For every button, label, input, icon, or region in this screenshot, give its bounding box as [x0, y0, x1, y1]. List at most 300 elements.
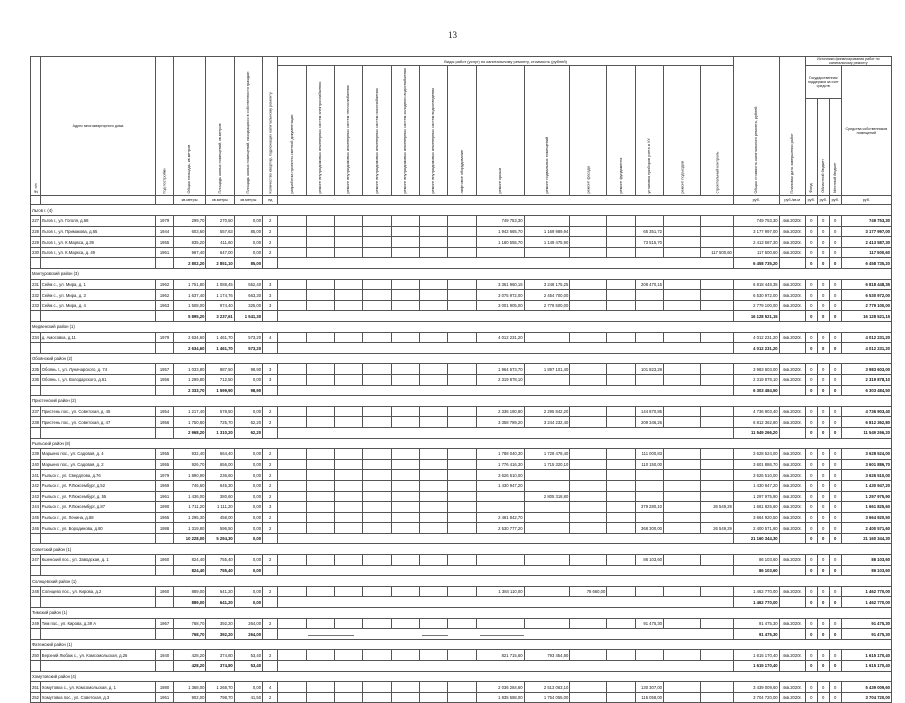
- row-number: 245: [31, 512, 41, 523]
- row-work-electric: [306, 480, 334, 491]
- row-work-roof: 4 012 231,20: [476, 332, 524, 343]
- row-work-facade: [570, 502, 607, 513]
- row-work-design: [278, 449, 306, 460]
- row-local: 0: [829, 512, 841, 523]
- row-apartments: 3: [263, 502, 278, 513]
- row-work-facade: [570, 279, 607, 290]
- total-area: 2 968,20: [173, 427, 206, 438]
- row-work-basement: [524, 523, 570, 534]
- row-work-gas: [363, 216, 391, 227]
- row-number: 230: [31, 247, 41, 258]
- row-work-elevator: [448, 417, 476, 428]
- row-apartments: 2: [263, 692, 278, 703]
- row-owners: 3 704 720,00: [841, 692, 891, 703]
- total-local: 0: [829, 629, 841, 640]
- row-work-elevator: [448, 406, 476, 417]
- total-private: 0,00: [234, 597, 262, 608]
- district-heading-row: [31, 608, 892, 619]
- row-work-coldwater: [391, 216, 419, 227]
- row-address: Обоянь г., ул. Луначарского, д. 74: [40, 364, 156, 375]
- row-regional: 0: [817, 491, 829, 502]
- total-regional: 0: [817, 427, 829, 438]
- row-fund: 0: [805, 650, 817, 661]
- row-work-meters: 368 300,00: [635, 523, 663, 534]
- row-owners: 6 818 448,35: [841, 279, 891, 290]
- row-work-entrances: [664, 226, 701, 237]
- row-work-roof: 1 942 665,70: [476, 226, 524, 237]
- row-apartments: 2: [263, 237, 278, 248]
- row-year: 1961: [156, 491, 173, 502]
- row-local: 0: [829, 364, 841, 375]
- row-work-elevator: [448, 332, 476, 343]
- row-owners: 4 736 903,40: [841, 406, 891, 417]
- total-local: 0: [829, 661, 841, 672]
- row-work-meters: [635, 512, 663, 523]
- row-work-basement: [524, 512, 570, 523]
- row-work-control: [701, 692, 734, 703]
- district-heading-row: [31, 671, 892, 682]
- district-total-row: [31, 311, 892, 322]
- row-year: 1957: [156, 364, 173, 375]
- row-work-gas: [363, 417, 391, 428]
- row-local: 0: [829, 470, 841, 481]
- row-work-entrances: [664, 216, 701, 227]
- row-year: 1954: [156, 406, 173, 417]
- row-number: 229: [31, 237, 41, 248]
- district-title: Мантуровский район (3): [31, 269, 892, 280]
- row-apartments: 3: [263, 374, 278, 385]
- table-row: [31, 692, 892, 703]
- row-work-electric: [306, 290, 334, 301]
- row-total-area: 1 299,80: [173, 374, 206, 385]
- row-work-control: [701, 449, 734, 460]
- row-work-drainage: [419, 406, 447, 417]
- col-address: Адрес многоквартирного дома: [40, 57, 156, 196]
- row-work-entrances: [664, 555, 701, 566]
- col-private-area: Площадь жилых помещений, находящихся в собственности граждан: [234, 57, 262, 196]
- row-number: 231: [31, 279, 41, 290]
- row-work-heating: [334, 682, 362, 693]
- row-regional: 0: [817, 332, 829, 343]
- col-work-facade: ремонт фасада: [570, 66, 607, 196]
- row-regional: 0: [817, 406, 829, 417]
- row-work-foundation: [607, 682, 635, 693]
- row-work-elevator: [448, 279, 476, 290]
- total-local: 0: [829, 385, 841, 396]
- total-works-blank: [278, 311, 734, 322]
- row-work-electric: [306, 512, 334, 523]
- total-cost: 91 475,30: [733, 629, 779, 640]
- total-private: 62,20: [234, 427, 262, 438]
- row-work-electric: [306, 586, 334, 597]
- district-heading-row: [31, 396, 892, 407]
- row-work-meters: [635, 650, 663, 661]
- row-work-meters: 208 470,15: [635, 279, 663, 290]
- col-year: Год постройки: [156, 57, 173, 196]
- row-work-entrances: [664, 502, 701, 513]
- total-blank: [156, 533, 173, 544]
- row-work-facade: [570, 247, 607, 258]
- row-work-coldwater: [391, 364, 419, 375]
- row-total-area: 1 890,90: [173, 470, 206, 481]
- row-fund: 0: [805, 237, 817, 248]
- row-work-elevator: [448, 216, 476, 227]
- total-area: 2 333,70: [173, 385, 206, 396]
- row-work-coldwater: [391, 449, 419, 460]
- total-private: 53,40: [234, 661, 262, 672]
- row-work-heating: [334, 332, 362, 343]
- row-regional: 0: [817, 417, 829, 428]
- row-work-coldwater: [391, 480, 419, 491]
- row-owners: 2 319 878,10: [841, 374, 891, 385]
- row-regional: 0: [817, 650, 829, 661]
- row-address: Рыльск г., ул. Р.Люксембург, д.87: [40, 502, 156, 513]
- row-address: Марьино пос., ул. Садовая, д. 2: [40, 459, 156, 470]
- total-local: 0: [829, 311, 841, 322]
- unit-rub: руб.: [829, 196, 841, 205]
- row-work-roof: [476, 491, 524, 502]
- col-work-electric: ремонт внутридомовых инженерных систем электроснабжения: [306, 66, 334, 196]
- row-number: 251: [31, 682, 41, 693]
- total-cost: 1 615 170,40: [733, 661, 779, 672]
- total-owners: 1 462 770,00: [841, 597, 891, 608]
- district-heading-row: [31, 322, 892, 333]
- row-work-foundation: [607, 618, 635, 629]
- row-work-meters: 144 870,85: [635, 406, 663, 417]
- total-private: 0,00: [234, 533, 262, 544]
- row-address: Льгов г., ул. К.Маркса, д.39: [40, 237, 156, 248]
- row-work-elevator: [448, 226, 476, 237]
- row-work-foundation: [607, 491, 635, 502]
- row-work-gas: [363, 300, 391, 311]
- district-heading-row: [31, 576, 892, 587]
- row-work-heating: [334, 226, 362, 237]
- table-row: [31, 523, 892, 534]
- row-work-entrances: [664, 417, 701, 428]
- table-row: [31, 364, 892, 375]
- row-number: 232: [31, 290, 41, 301]
- row-private-area: 62,20: [234, 417, 262, 428]
- row-work-control: [701, 216, 734, 227]
- row-private-area: 0,00: [234, 374, 262, 385]
- row-address: Обоянь г., ул. Володарского, д.61: [40, 374, 156, 385]
- row-address: д. Амосовка, д.11: [40, 332, 156, 343]
- row-work-roof: [476, 555, 524, 566]
- table-row: [31, 290, 892, 301]
- row-year: 1955: [156, 449, 173, 460]
- row-local: 0: [829, 374, 841, 385]
- row-regional: 0: [817, 226, 829, 237]
- row-work-elevator: [448, 364, 476, 375]
- row-owners: 6 812 362,80: [841, 417, 891, 428]
- total-local: 0: [829, 533, 841, 544]
- district-title: Хомутовский район (4): [31, 671, 892, 682]
- row-work-meters: [635, 290, 663, 301]
- row-work-foundation: [607, 406, 635, 417]
- row-work-facade: [570, 480, 607, 491]
- row-number: 239: [31, 449, 41, 460]
- row-end-date: 4кв.2020г.: [779, 480, 805, 491]
- row-work-elevator: [448, 692, 476, 703]
- row-total-cost: 1 297 975,90: [733, 491, 779, 502]
- row-end-date: 4кв.2020г.: [779, 237, 805, 248]
- total-blank: [779, 597, 805, 608]
- row-total-area: 926,70: [173, 459, 206, 470]
- total-blank: [779, 385, 805, 396]
- total-local: 0: [829, 597, 841, 608]
- row-work-roof: 3 001 905,00: [476, 300, 524, 311]
- row-living-area: 380,60: [206, 491, 234, 502]
- row-work-meters: [635, 470, 663, 481]
- row-work-elevator: [448, 618, 476, 629]
- row-owners: 4 012 231,20: [841, 332, 891, 343]
- row-private-area: 0,00: [234, 406, 262, 417]
- row-work-electric: [306, 237, 334, 248]
- row-work-control: [701, 470, 734, 481]
- row-work-facade: [570, 682, 607, 693]
- total-works-blank: [278, 258, 734, 269]
- row-living-area: 1 088,45: [206, 279, 234, 290]
- row-owners: 3 177 997,00: [841, 226, 891, 237]
- row-address: Сейм с., ул. Мира, д. 1: [40, 279, 156, 290]
- row-living-area: 1 461,70: [206, 332, 234, 343]
- col-work-meters: установка приборов учета и УУ: [635, 66, 663, 196]
- row-total-cost: 6 530 972,00: [733, 290, 779, 301]
- row-work-meters: [635, 247, 663, 258]
- total-fund: 0: [805, 565, 817, 576]
- total-blank: [31, 565, 41, 576]
- row-work-facade: [570, 459, 607, 470]
- table-row: [31, 586, 892, 597]
- row-total-cost: 3 601 886,70: [733, 459, 779, 470]
- total-blank: [779, 311, 805, 322]
- row-local: 0: [829, 406, 841, 417]
- row-work-heating: [334, 502, 362, 513]
- col-work-elevator: лифтовое оборудование: [448, 66, 476, 196]
- row-private-area: 0,00: [234, 586, 262, 597]
- row-work-basement: 1 169 989,94: [524, 226, 570, 237]
- row-work-facade: [570, 300, 607, 311]
- row-number: 234: [31, 332, 41, 343]
- row-total-area: 1 368,00: [173, 682, 206, 693]
- total-blank: [40, 597, 156, 608]
- row-apartments: 2: [263, 618, 278, 629]
- row-living-area: 887,50: [206, 364, 234, 375]
- unit-rub: руб.: [805, 196, 817, 205]
- total-area: 2 802,20: [173, 258, 206, 269]
- row-apartments: 2: [263, 470, 278, 481]
- row-work-elevator: [448, 449, 476, 460]
- row-number: 235: [31, 364, 41, 375]
- row-total-cost: 3 177 997,00: [733, 226, 779, 237]
- total-blank: [40, 258, 156, 269]
- total-owners: 86 103,60: [841, 565, 891, 576]
- total-living: 2 851,10: [206, 258, 234, 269]
- row-work-basement: 2 513 063,10: [524, 682, 570, 693]
- row-owners: 1 430 947,20: [841, 480, 891, 491]
- row-number: 250: [31, 650, 41, 661]
- total-private: 264,00: [234, 629, 262, 640]
- total-blank: [40, 533, 156, 544]
- row-total-area: 1 295,30: [173, 512, 206, 523]
- row-work-electric: [306, 555, 334, 566]
- total-private: 98,90: [234, 385, 262, 396]
- total-works-blank: [278, 427, 734, 438]
- row-apartments: 2: [263, 512, 278, 523]
- row-apartments: 2: [263, 417, 278, 428]
- row-local: 0: [829, 226, 841, 237]
- row-work-design: [278, 417, 306, 428]
- row-work-facade: [570, 374, 607, 385]
- row-private-area: 85,00: [234, 226, 262, 237]
- total-works-blank: [278, 343, 734, 354]
- row-address: Пристень пос., ул. Советская, д. 47: [40, 417, 156, 428]
- row-private-area: 325,00: [234, 300, 262, 311]
- row-private-area: 0,00: [234, 555, 262, 566]
- row-regional: 0: [817, 237, 829, 248]
- row-year: 1962: [156, 279, 173, 290]
- row-work-control: [701, 650, 734, 661]
- row-work-control: [701, 491, 734, 502]
- row-local: 0: [829, 618, 841, 629]
- row-work-design: [278, 459, 306, 470]
- col-work-foundation: ремонт фундамента: [607, 66, 635, 196]
- row-work-roof: 1 788 040,30: [476, 449, 524, 460]
- row-work-facade: [570, 406, 607, 417]
- total-blank: [263, 565, 278, 576]
- row-work-design: [278, 512, 306, 523]
- row-work-basement: [524, 555, 570, 566]
- row-total-cost: 2 319 878,10: [733, 374, 779, 385]
- row-total-area: 932,40: [173, 449, 206, 460]
- district-title: Советский район (1): [31, 544, 892, 555]
- total-blank: [31, 311, 41, 322]
- district-heading-row: [31, 544, 892, 555]
- row-end-date: 4кв.2020г.: [779, 406, 805, 417]
- row-work-foundation: [607, 374, 635, 385]
- table-row: [31, 237, 892, 248]
- row-work-meters: 73 515,70: [635, 237, 663, 248]
- row-work-gas: [363, 332, 391, 343]
- col-work-entrances: ремонт подъездов: [664, 66, 701, 196]
- row-end-date: 4кв.2020г.: [779, 279, 805, 290]
- row-work-meters: 130 307,00: [635, 682, 663, 693]
- row-apartments: 4: [263, 682, 278, 693]
- row-work-elevator: [448, 555, 476, 566]
- row-end-date: 4кв.2020г.: [779, 247, 805, 258]
- row-fund: 0: [805, 449, 817, 460]
- table-row: [31, 502, 892, 513]
- row-work-facade: [570, 523, 607, 534]
- col-work-control: строительный контроль: [701, 66, 734, 196]
- row-work-gas: [363, 586, 391, 597]
- row-apartments: 2: [263, 555, 278, 566]
- total-regional: 0: [817, 311, 829, 322]
- row-end-date: 4кв.2020г.: [779, 512, 805, 523]
- row-private-area: 0,00: [234, 682, 262, 693]
- row-work-control: [701, 364, 734, 375]
- district-title: Льгов г. (4): [31, 205, 892, 216]
- row-work-gas: [363, 470, 391, 481]
- row-work-gas: [363, 480, 391, 491]
- unit-area: кв.метры: [234, 196, 262, 205]
- row-total-cost: 1 430 947,20: [733, 480, 779, 491]
- row-work-drainage: [419, 586, 447, 597]
- row-year: 1956: [156, 374, 173, 385]
- row-work-entrances: [664, 374, 701, 385]
- row-work-heating: [334, 459, 362, 470]
- total-fund: 0: [805, 343, 817, 354]
- row-work-meters: 65 351,72: [635, 226, 663, 237]
- row-number: 236: [31, 374, 41, 385]
- row-work-coldwater: [391, 290, 419, 301]
- total-blank: [31, 661, 41, 672]
- table-row: [31, 300, 892, 311]
- row-year: 1965: [156, 512, 173, 523]
- row-fund: 0: [805, 470, 817, 481]
- col-work-heating: ремонт внутридомовых инженерных систем теплоснабжения: [334, 66, 362, 196]
- row-local: 0: [829, 459, 841, 470]
- table-row: [31, 226, 892, 237]
- row-work-drainage: [419, 290, 447, 301]
- row-number: 248: [31, 586, 41, 597]
- row-work-entrances: [664, 491, 701, 502]
- row-work-drainage: [419, 459, 447, 470]
- row-work-control: [701, 586, 734, 597]
- row-work-coldwater: [391, 470, 419, 481]
- row-living-area: 664,40: [206, 449, 234, 460]
- row-work-elevator: [448, 491, 476, 502]
- row-owners: 3 601 886,70: [841, 459, 891, 470]
- row-total-area: 1 436,00: [173, 491, 206, 502]
- row-work-control: [701, 459, 734, 470]
- row-work-elevator: [448, 512, 476, 523]
- row-fund: 0: [805, 374, 817, 385]
- row-work-entrances: [664, 279, 701, 290]
- row-work-roof: 1 776 416,30: [476, 459, 524, 470]
- table-row: [31, 459, 892, 470]
- row-work-basement: 2 295 842,20: [524, 406, 570, 417]
- total-living: 5 294,30: [206, 533, 234, 544]
- row-work-design: [278, 470, 306, 481]
- col-work-basement: ремонт подвальных помещений: [524, 66, 570, 196]
- row-work-drainage: [419, 332, 447, 343]
- row-work-coldwater: [391, 491, 419, 502]
- table-row: [31, 512, 892, 523]
- row-apartments: 2: [263, 523, 278, 534]
- total-fund: 0: [805, 661, 817, 672]
- row-living-area: 458,00: [206, 512, 234, 523]
- total-cost: 6 303 484,50: [733, 385, 779, 396]
- row-owners: 2 779 100,00: [841, 300, 891, 311]
- row-end-date: 4кв.2020г.: [779, 374, 805, 385]
- row-work-gas: [363, 247, 391, 258]
- row-work-basement: [524, 332, 570, 343]
- row-work-gas: [363, 502, 391, 513]
- row-apartments: 3: [263, 364, 278, 375]
- total-owners: 1 615 170,40: [841, 661, 891, 672]
- row-fund: 0: [805, 417, 817, 428]
- row-total-area: 428,20: [173, 650, 206, 661]
- row-year: 1961: [156, 247, 173, 258]
- row-work-electric: [306, 650, 334, 661]
- row-work-roof: 2 530 777,20: [476, 523, 524, 534]
- row-fund: 0: [805, 332, 817, 343]
- row-address: Рыльск г., ул. Свердлова, д.76: [40, 470, 156, 481]
- row-address: Льгов г., ул. Примакова, д.65: [40, 226, 156, 237]
- row-year: 1961: [156, 692, 173, 703]
- row-address: Верхний Любаж с., ул. Комсомольская, д.26: [40, 650, 156, 661]
